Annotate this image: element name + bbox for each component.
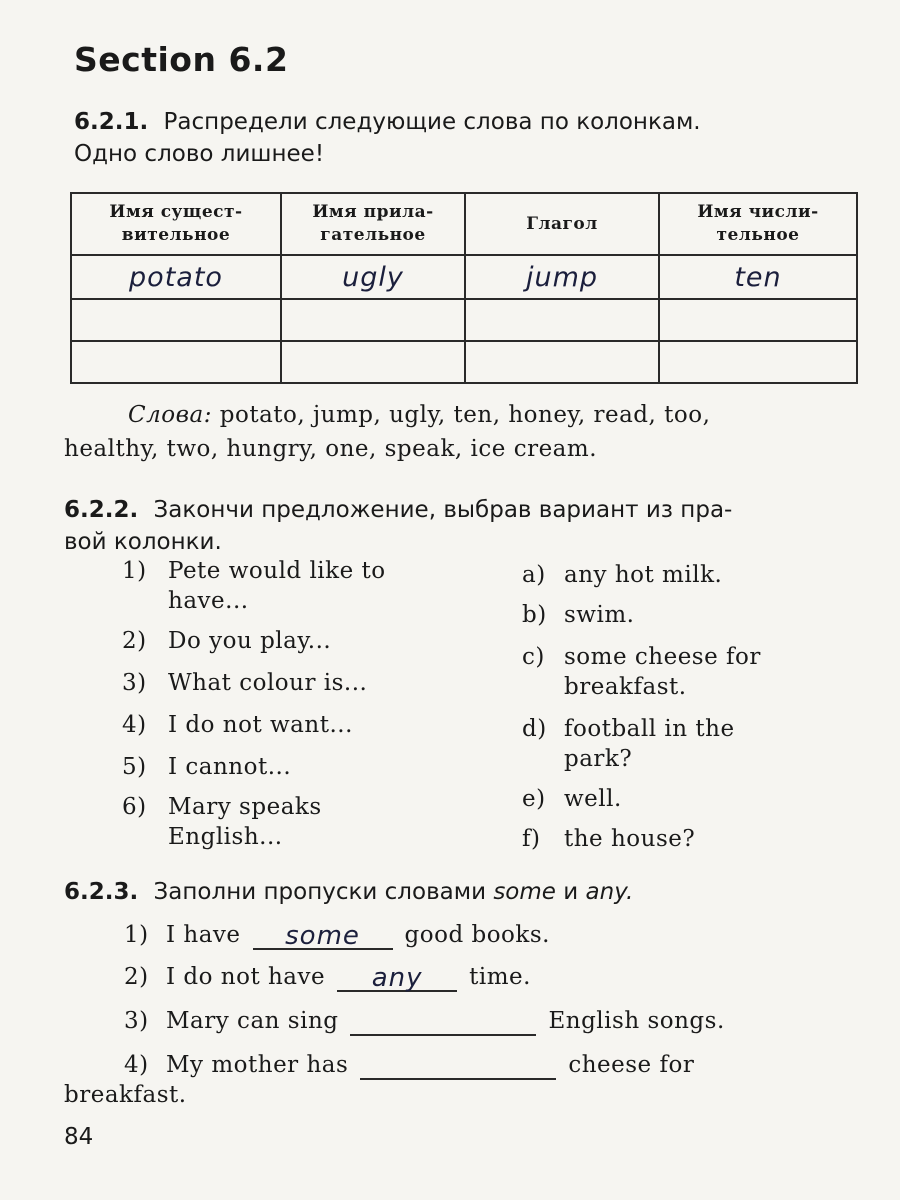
empty-cell[interactable] xyxy=(465,341,659,383)
item-text: Pete would like to xyxy=(168,558,386,584)
fill-sentence xyxy=(124,920,550,950)
sentence-continuation: breakfast. xyxy=(64,1082,187,1108)
item-text: football in the xyxy=(564,716,735,742)
empty-cell[interactable] xyxy=(281,341,465,383)
item-text: I cannot... xyxy=(168,754,292,780)
handwritten-answer: jump xyxy=(525,261,599,293)
empty-cell[interactable] xyxy=(281,299,465,341)
header-text: Имя сущест- вительное xyxy=(109,202,243,245)
keyword: some xyxy=(493,879,556,905)
sentence-item xyxy=(122,626,331,656)
word-sorting-table xyxy=(70,192,858,384)
answer-blank[interactable] xyxy=(253,922,393,950)
handwritten-answer: ten xyxy=(734,261,782,293)
sentence-item xyxy=(122,710,353,740)
header-text: Имя числи- тельное xyxy=(697,202,819,245)
sentence-before: I do not have xyxy=(166,964,326,990)
item-text: breakfast. xyxy=(564,674,687,700)
answer-blank[interactable] xyxy=(337,964,457,992)
item-letter: d) xyxy=(522,716,547,742)
exercise-number: 6.2.3. xyxy=(64,879,139,905)
sentence-item xyxy=(122,752,291,782)
instruction-text: вой колонки. xyxy=(64,529,222,555)
instruction-text: Заполни пропуски словами xyxy=(153,879,487,905)
handwritten-answer: some xyxy=(285,921,360,951)
item-text: the house? xyxy=(564,826,696,852)
sentence-after: time. xyxy=(469,964,531,990)
header-adjective xyxy=(281,193,465,255)
words-line: potato, jump, ugly, ten, honey, read, too, xyxy=(211,402,711,428)
item-text: some cheese for xyxy=(564,644,761,670)
item-text: swim. xyxy=(564,602,635,628)
item-number: 5) xyxy=(122,754,147,780)
conjunction: и xyxy=(563,879,579,905)
sentence-after: cheese for xyxy=(568,1052,695,1078)
fill-sentence xyxy=(124,1050,694,1080)
empty-cell[interactable] xyxy=(659,341,857,383)
item-text: park? xyxy=(564,746,633,772)
header-numeral xyxy=(659,193,857,255)
item-letter: c) xyxy=(522,644,545,670)
item-number: 1) xyxy=(122,558,147,584)
item-number: 4) xyxy=(122,712,147,738)
ending-item xyxy=(522,714,735,774)
item-text: Do you play... xyxy=(168,628,332,654)
item-letter: a) xyxy=(522,562,546,588)
answer-cell[interactable] xyxy=(281,255,465,299)
ending-item xyxy=(522,560,722,590)
header-text: Глагол xyxy=(526,213,598,234)
item-number: 4) xyxy=(124,1052,149,1078)
section-title: Section 6.2 xyxy=(74,40,289,79)
item-letter: f) xyxy=(522,826,541,852)
answer-cell[interactable] xyxy=(465,255,659,299)
sentence-after: English songs. xyxy=(548,1008,725,1034)
item-number: 1) xyxy=(124,922,149,948)
answer-cell[interactable] xyxy=(659,255,857,299)
instruction-text: Одно слово лишнее! xyxy=(74,141,325,167)
fill-sentence xyxy=(124,962,531,992)
sentence-item xyxy=(122,668,367,698)
exercise-6-2-3-instruction xyxy=(64,876,864,908)
ending-item xyxy=(522,784,622,814)
item-text: Mary speaks xyxy=(168,794,322,820)
instruction-text: Закончи предложение, выбрав вариант из пра- xyxy=(153,497,733,523)
exercise-6-2-1-instruction xyxy=(74,106,864,170)
header-text: Имя прила- гательное xyxy=(312,202,434,245)
sentence-item xyxy=(122,792,322,852)
sentence-before: Mary can sing xyxy=(166,1008,339,1034)
item-number: 3) xyxy=(122,670,147,696)
exercise-number: 6.2.2. xyxy=(64,497,139,523)
item-letter: b) xyxy=(522,602,547,628)
answer-cell[interactable] xyxy=(71,255,281,299)
answer-blank[interactable] xyxy=(350,1008,536,1036)
exercise-number: 6.2.1. xyxy=(74,109,149,135)
handwritten-answer: any xyxy=(371,963,423,993)
handwritten-answer: potato xyxy=(129,261,223,293)
exercise-6-2-2-instruction xyxy=(64,494,864,558)
word-list xyxy=(64,398,856,466)
item-text: English... xyxy=(168,824,283,850)
keyword: any. xyxy=(585,879,634,905)
instruction-text: Распредели следующие слова по колонкам. xyxy=(163,109,701,135)
ending-item xyxy=(522,600,634,630)
item-number: 2) xyxy=(122,628,147,654)
empty-cell[interactable] xyxy=(465,299,659,341)
sentence-before: I have xyxy=(166,922,241,948)
header-verb xyxy=(465,193,659,255)
header-noun xyxy=(71,193,281,255)
ending-item xyxy=(522,824,695,854)
item-number: 6) xyxy=(122,794,147,820)
empty-cell[interactable] xyxy=(71,341,281,383)
item-letter: e) xyxy=(522,786,546,812)
ending-item xyxy=(522,642,761,702)
item-text: have... xyxy=(168,588,249,614)
item-text: well. xyxy=(564,786,622,812)
sentence-before: My mother has xyxy=(166,1052,349,1078)
item-text: any hot milk. xyxy=(564,562,723,588)
item-text: I do not want... xyxy=(168,712,353,738)
empty-cell[interactable] xyxy=(659,299,857,341)
empty-cell[interactable] xyxy=(71,299,281,341)
item-number: 2) xyxy=(124,964,149,990)
words-label: Слова: xyxy=(128,402,212,428)
answer-blank[interactable] xyxy=(360,1052,556,1080)
item-number: 3) xyxy=(124,1008,149,1034)
page-number: 84 xyxy=(64,1124,94,1150)
item-text: What colour is... xyxy=(168,670,368,696)
words-line: healthy, two, hungry, one, speak, ice cream. xyxy=(64,436,598,462)
sentence-item xyxy=(122,556,386,616)
sentence-after: good books. xyxy=(404,922,550,948)
fill-sentence xyxy=(124,1006,725,1036)
handwritten-answer: ugly xyxy=(342,261,404,293)
